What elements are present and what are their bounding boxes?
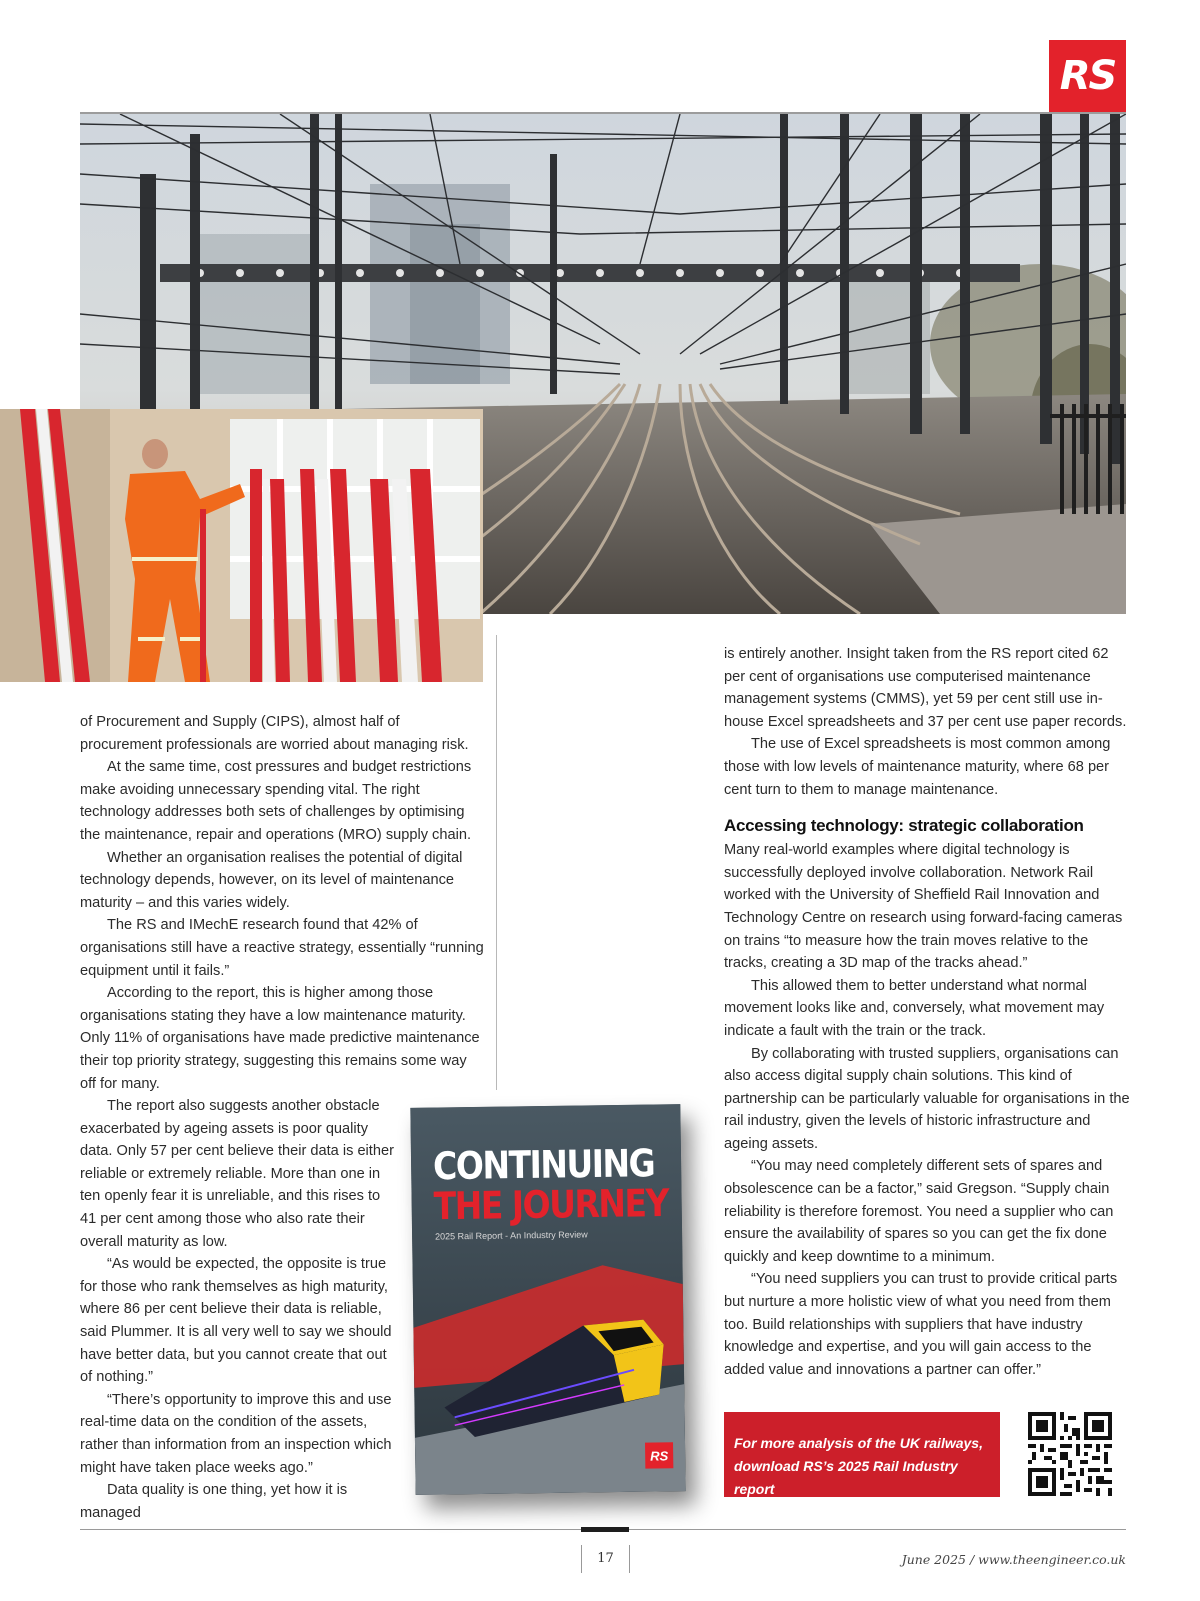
report-cta[interactable]: [724, 1412, 1000, 1497]
cover-rs-logo: RS: [645, 1442, 673, 1468]
cover-subtitle: 2025 Rail Report - An Industry Review: [435, 1229, 588, 1242]
paragraph: The report also suggests another obstacle exacerbated by ageing assets is poor quality data. Only 57 per cent believe their data is either reliable or extremely reliable. More than one in ten openly fear it is unreliable, and this rises to 41 per cent among those who also rate their overall maturity as low.: [80, 1098, 394, 1250]
signal-box-photo: [0, 409, 483, 682]
rs-logo-text: RS: [1059, 53, 1116, 99]
cta-line1: For more analysis of the UK railways,: [734, 1435, 983, 1451]
cover-title-line2: THE JOURNEY: [433, 1180, 669, 1229]
paragraph: The RS and IMechE research found that 42% of organisations still have a reactive strategy, essentially “running equipment until it fails.”: [80, 917, 484, 979]
paragraph: At the same time, cost pressures and budget restrictions make avoiding unnecessary spending vital. The right technology addresses both sets of challenges by optimising the maintenance, repair and operations (MRO) supply chain.: [80, 759, 472, 843]
paragraph: This allowed them to better understand what normal movement looks like and, conversely, what movement may indicate a fault with the train or the track.: [724, 977, 1105, 1039]
cta-line2: download RS’s 2025 Rail Industry report: [734, 1458, 958, 1497]
section-heading: Accessing technology: strategic collaboration: [724, 816, 1084, 836]
footer-divider: [629, 1545, 630, 1573]
paragraph: Many real-world examples where digital technology is successfully deployed involve collaboration. Network Rail worked with the University of Sheffield Rail Innovation and Technology Centre on research using forward-facing cameras on trains “to measure how the train moves relative to the tracks, creating a 3D map of the tracks ahead.”: [724, 842, 1123, 972]
rs-logo: [1049, 40, 1126, 112]
paragraph: Whether an organisation realises the potential of digital technology depends, however, on its level of maintenance maturity – and this varies widely.: [80, 849, 463, 911]
cover-title-line1: CONTINUING: [432, 1140, 655, 1189]
paragraph: “You need suppliers you can trust to provide critical parts but nurture a more holistic view of what you need from them too. Build relationships with suppliers that have industry knowledge and expertise, and you will gain access to the added value and innovations a partner can offer.”: [724, 1271, 1118, 1378]
paragraph: According to the report, this is higher among those organisations stating they have a low maintenance maturity. Only 11% of organisations have made predictive maintenance their top priority strategy, suggesting this remains some way off for many.: [80, 985, 480, 1092]
publication-footer[interactable]: June 2025 / www.theengineer.co.uk: [901, 1552, 1126, 1567]
paragraph: of Procurement and Supply (CIPS), almost half of procurement professionals are worried about managing risk.: [80, 714, 469, 753]
paragraph: “As would be expected, the opposite is true for those who rank themselves as high maturity, where 86 per cent believe their data is reliable, said Plummer. It is all very well to say we should have better data, but you cannot create that out of nothing.”: [80, 1256, 392, 1386]
paragraph: “There’s opportunity to improve this and use real-time data on the condition of the assets, rather than information from an inspection which might have taken place weeks ago.”: [80, 1391, 392, 1476]
paragraph: “You may need completely different sets of spares and obsolescence can be a factor,” said Gregson. “Supply chain reliability is therefore foremost. You need a supplier who can ensure the availability of spares so you can get the fix done quickly and keep downtime to a minimum.: [724, 1158, 1114, 1265]
paragraph: is entirely another. Insight taken from the RS report cited 62 per cent of organisations use computerised maintenance management systems (CMMS), yet 59 per cent still use in-house Excel spreadsheets and 37 per cent use paper records.: [724, 646, 1127, 730]
paragraph: The use of Excel spreadsheets is most common among those with low levels of maintenance maturity, where 68 per cent turn to them to manage maintenance.: [724, 736, 1111, 798]
paragraph: By collaborating with trusted suppliers, organisations can also access digital supply chain solutions. This kind of partnership can be particularly valuable for organisations in the rail industry, given the levels of historic infrastructure and ageing assets.: [724, 1045, 1130, 1152]
paragraph: Data quality is one thing, yet how it is managed: [80, 1482, 348, 1521]
right-column: [724, 643, 1132, 1381]
page-number: 17: [597, 1551, 614, 1566]
report-cover[interactable]: [410, 1104, 685, 1495]
column-divider: [496, 635, 497, 1090]
qr-code-icon[interactable]: [1028, 1412, 1112, 1496]
footer-tab: [581, 1527, 629, 1532]
